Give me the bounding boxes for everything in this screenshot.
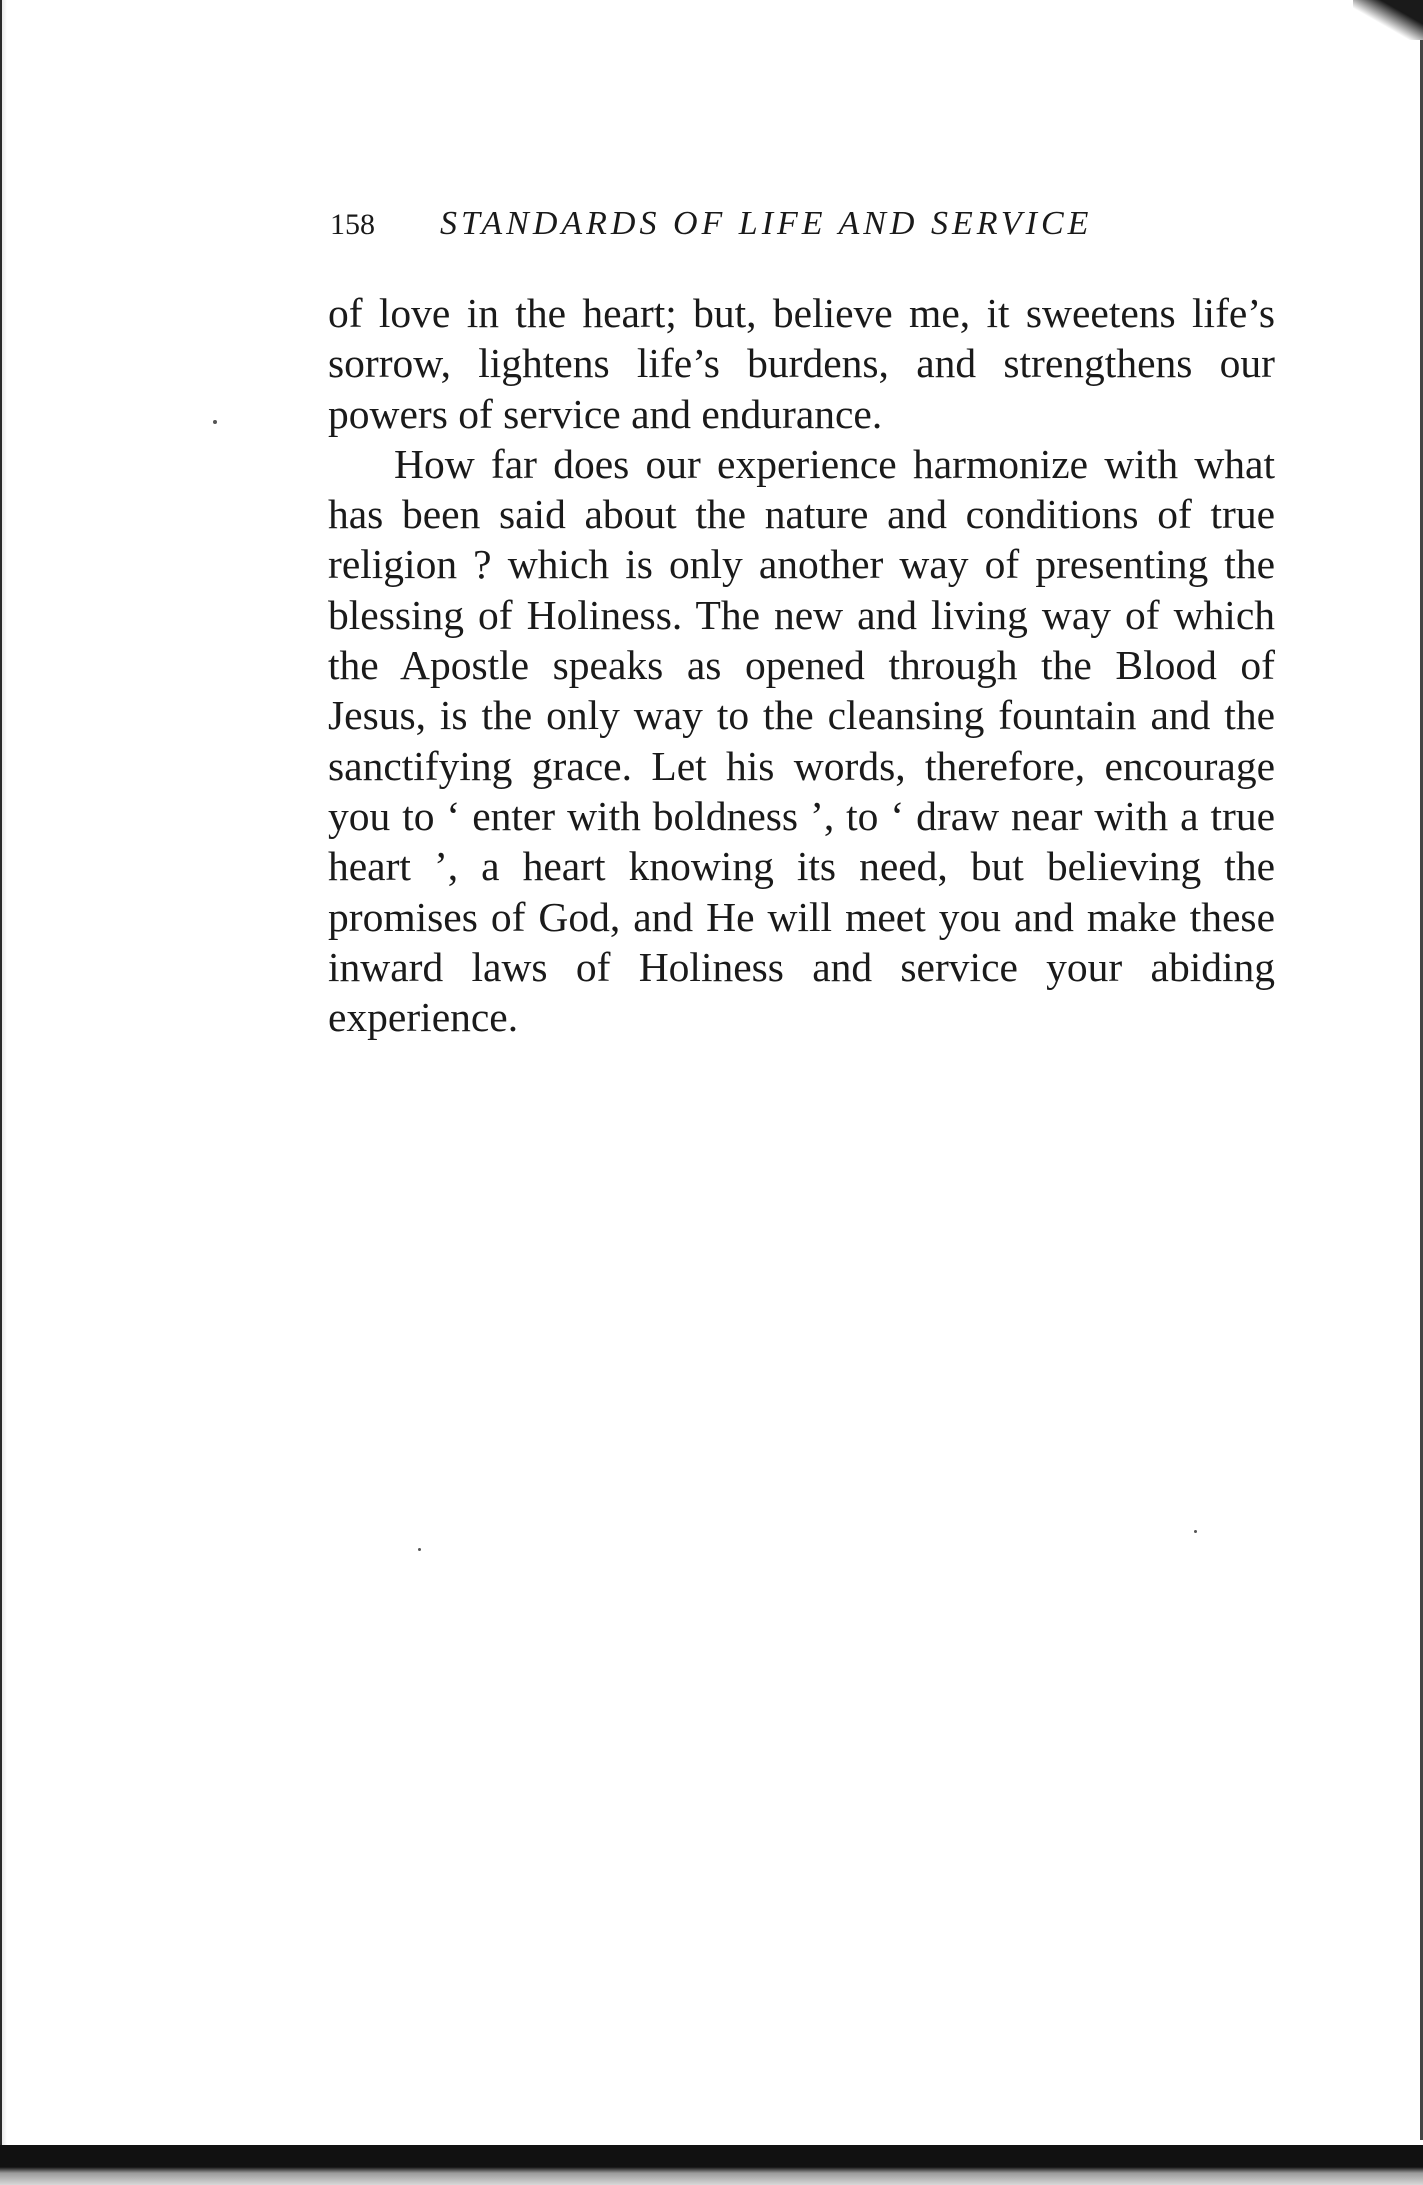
running-title: STANDARDS OF LIFE AND SERVICE	[440, 205, 1093, 242]
scan-speck	[1194, 1530, 1197, 1533]
page-number: 158	[330, 208, 375, 241]
scan-speck	[213, 420, 217, 424]
scan-edge-left	[0, 0, 7, 2185]
paragraph: How far does our experience harmonize with what has been said about the nature and conditions of true religion ? which is only another way of presenting the blessing of Holiness. The new and living way of which the Apostle speaks as opened through the Blood of Jesus, is the only way to the cleansing fountain and the sanctifying grace. Let his words, therefore, encourage you to ‘ enter with boldness ’, to ‘ draw near with a true heart ’, a heart knowing its need, but believing the promises of God, and He will meet you and make these inward laws of Holiness and service your abiding experience.	[328, 440, 1275, 1041]
body-text	[328, 288, 1275, 1042]
scan-edge-bottom	[0, 2145, 1423, 2185]
paragraph-continued: of love in the heart; but, believe me, it sweetens life’s sorrow, lightens life’s burdens, and strengthens our powers of service and endurance.	[328, 290, 1275, 437]
running-header	[330, 205, 1280, 253]
scan-corner-top-right	[1353, 0, 1423, 40]
scan-speck	[418, 1548, 421, 1551]
